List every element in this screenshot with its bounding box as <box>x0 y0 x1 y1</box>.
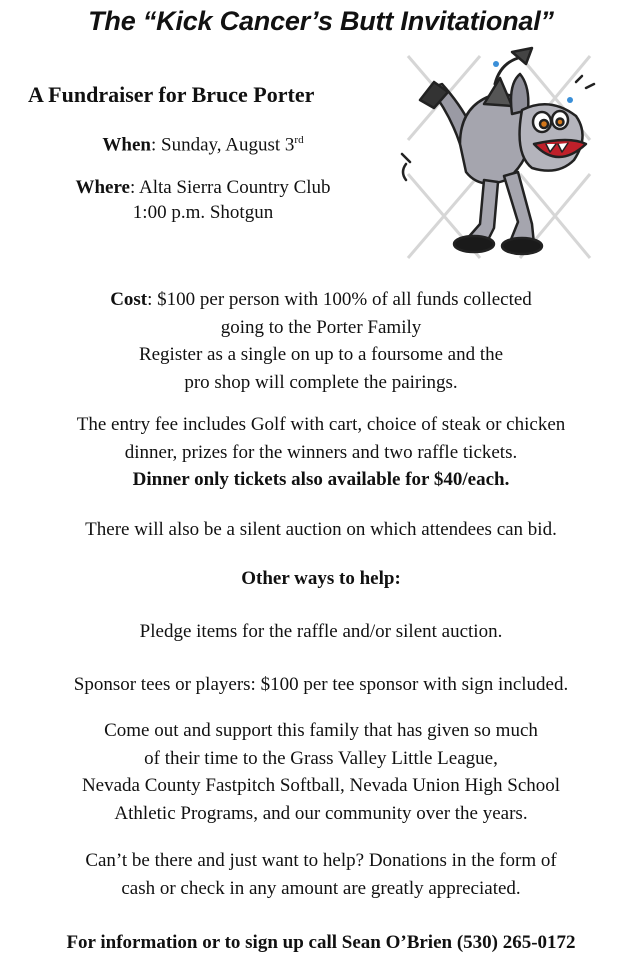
event-date: When: Sunday, August 3rd <box>102 134 304 156</box>
donate-line-1: Can’t be there and just want to help? Donations in the form of <box>85 850 557 871</box>
donate-section <box>0 847 642 902</box>
support-line-1: Come out and support this family that has given so much <box>104 720 538 741</box>
cost-line-3: Register as a single on up to a foursome and the <box>138 344 504 365</box>
support-section <box>0 717 642 827</box>
cost-value: $100 per person with 100% of all funds collected <box>157 289 532 310</box>
cost-line-2: going to the Porter Family <box>220 316 422 338</box>
entry-line-1: The entry fee includes Golf with cart, choice of steak or chicken <box>76 414 566 435</box>
contact-line: For information or to sign up call Sean O’Brien (530) 265-0172 <box>66 932 576 953</box>
when-suffix: rd <box>294 134 304 146</box>
where-value: Alta Sierra Country Club <box>138 177 331 199</box>
event-details <box>28 82 378 225</box>
kicking-donkey-icon <box>400 44 596 260</box>
event-location: Where: Alta Sierra Country Club <box>75 177 331 199</box>
entry-line-2: dinner, prizes for the winners and two raffle tickets. <box>124 441 518 463</box>
cost-label: Cost <box>110 289 148 310</box>
help-heading: Other ways to help: <box>241 568 401 589</box>
entry-section <box>0 411 642 494</box>
where-label: Where <box>75 177 130 199</box>
event-time: 1:00 p.m. Shotgun <box>132 202 274 224</box>
when-label: When <box>102 134 151 156</box>
cost-line-1: Cost: $100 per person with 100% of all funds collected <box>110 289 532 310</box>
fundraiser-heading: A Fundraiser for Bruce Porter <box>28 82 315 107</box>
cost-line-4: pro shop will complete the pairings. <box>184 371 458 393</box>
when-value: Sunday, August 3 <box>161 134 295 156</box>
pledge-text: Pledge items for the raffle and/or silent auction. <box>139 621 503 642</box>
sponsor-text: Sponsor tees or players: $100 per tee sponsor with sign included. <box>73 674 569 695</box>
support-line-4: Athletic Programs, and our community over the years. <box>114 802 528 824</box>
flyer-title: The “Kick Cancer’s Butt Invitational” <box>88 6 554 36</box>
support-line-2: of their time to the Grass Valley Little League, <box>144 747 498 769</box>
entry-line-3: Dinner only tickets also available for $40/each. <box>132 469 510 490</box>
auction-text: There will also be a silent auction on which attendees can bid. <box>85 519 557 540</box>
donate-line-2: cash or check in any amount are greatly appreciated. <box>121 877 521 899</box>
support-line-3: Nevada County Fastpitch Softball, Nevada Union High School <box>81 775 561 796</box>
cost-section <box>0 286 642 396</box>
